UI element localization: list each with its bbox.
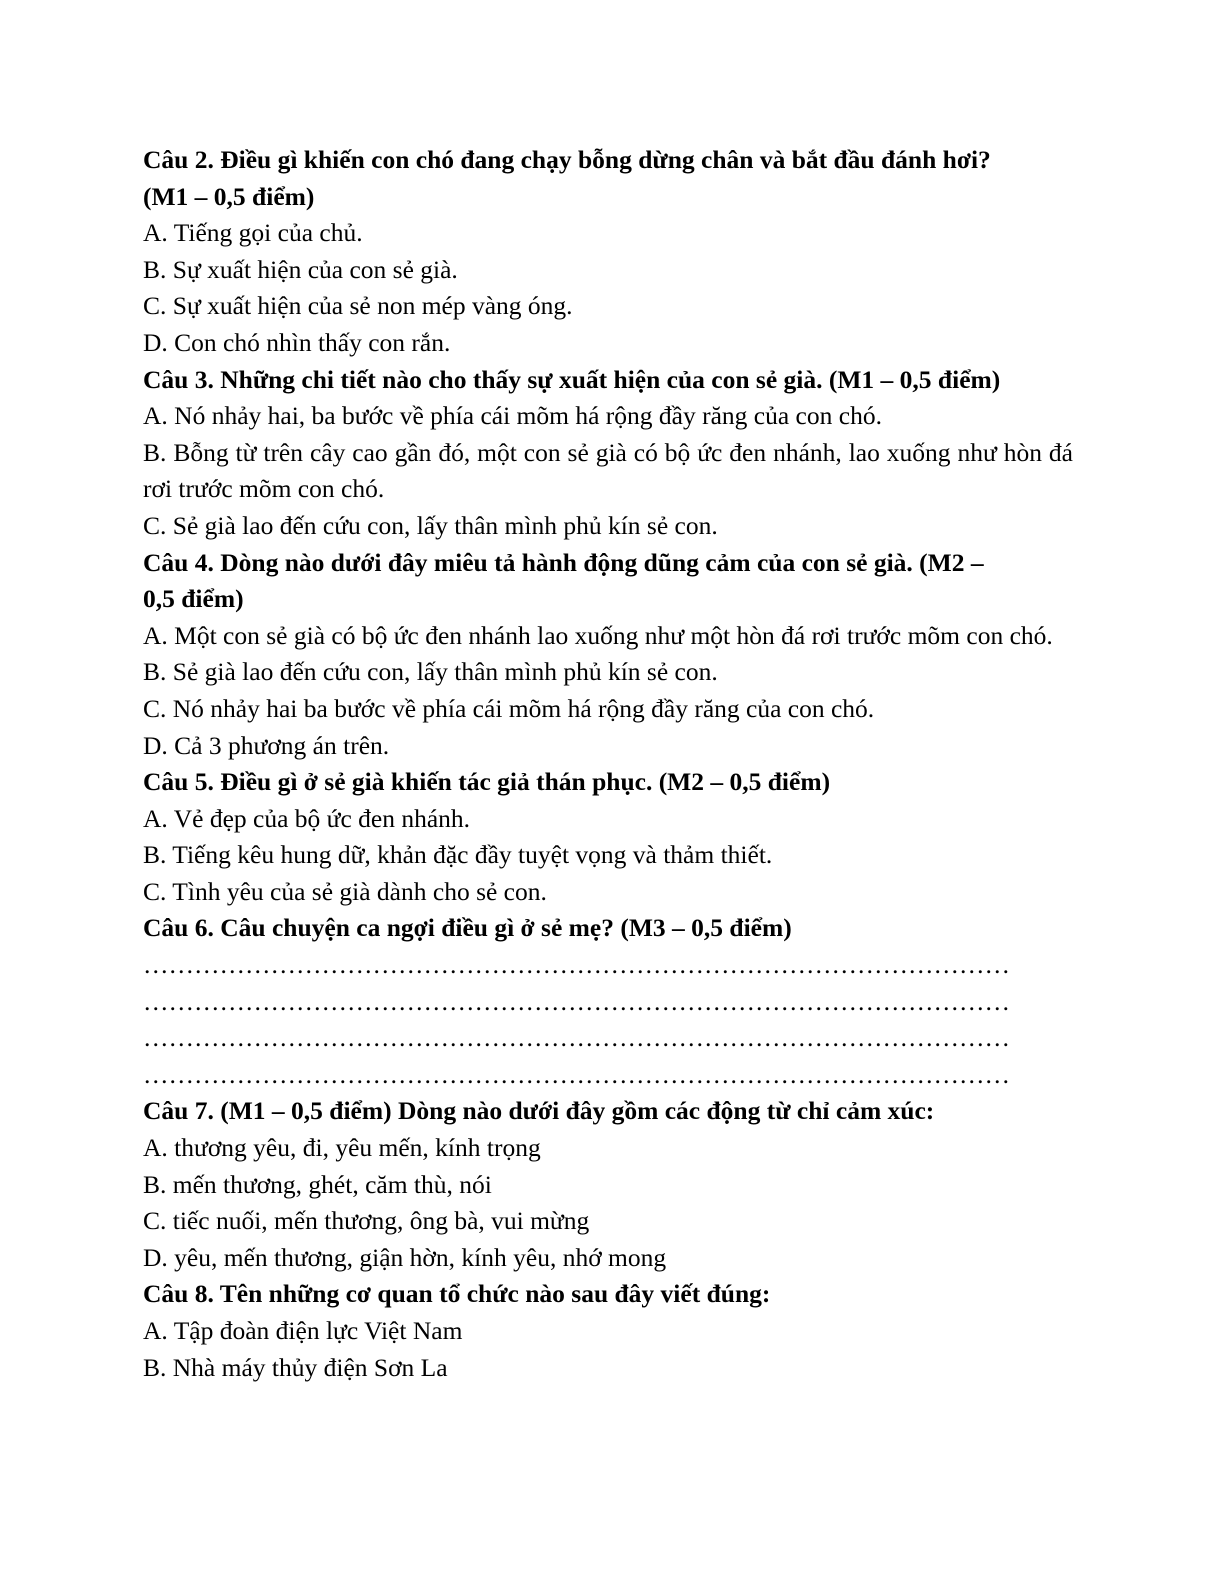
question-5 [143,764,1073,910]
question-7-option-a: A. thương yêu, đi, yêu mến, kính trọng [143,1133,541,1163]
question-2-heading: Câu 2. Điều gì khiến con chó đang chạy bỗng dừng chân và bắt đầu đánh hơi? [143,145,991,174]
answer-line-1[interactable]: ………………………………………………………………………………………… [143,950,1010,980]
question-5-option-c: C. Tình yêu của sẻ già dành cho sẻ con. [143,876,547,906]
question-2-option-c: C. Sự xuất hiện của sẻ non mép vàng óng. [143,291,573,321]
question-7 [143,1093,1073,1276]
question-8 [143,1276,1073,1386]
question-5-option-b: B. Tiếng kêu hung dữ, khản đặc đầy tuyệt vọng và thảm thiết. [143,840,773,870]
question-4 [143,545,1073,765]
question-3-option-b: B. Bỗng từ trên cây cao gần đó, một con sẻ già có bộ ức đen nhánh, lao xuống như hòn đá rơi trước mõm con chó. [143,437,1073,504]
question-3-option-c: C. Sẻ già lao đến cứu con, lấy thân mình phủ kín sẻ con. [143,510,718,540]
question-7-option-d: D. yêu, mến thương, giận hờn, kính yêu, nhớ mong [143,1242,667,1272]
answer-line-2[interactable]: ………………………………………………………………………………………… [143,986,1010,1016]
question-8-option-b: B. Nhà máy thủy điện Sơn La [143,1352,448,1382]
question-5-option-a: A. Vẻ đẹp của bộ ức đen nhánh. [143,803,471,833]
question-4-heading-cont: 0,5 điểm) [143,584,244,614]
question-4-heading: Câu 4. Dòng nào dưới đây miêu tả hành động dũng cảm của con sẻ già. (M2 – [143,547,984,577]
question-7-heading: Câu 7. (M1 – 0,5 điểm) Dòng nào dưới đây gồm các động từ chỉ cảm xúc: [143,1096,935,1126]
question-6 [143,910,1073,1093]
question-6-heading: Câu 6. Câu chuyện ca ngợi điều gì ở sẻ mẹ? (M3 – 0,5 điểm) [143,913,792,943]
question-2-option-b: B. Sự xuất hiện của con sẻ già. [143,254,458,284]
question-7-option-b: B. mến thương, ghét, căm thù, nói [143,1169,492,1199]
question-5-heading: Câu 5. Điều gì ở sẻ già khiến tác giả thán phục. (M2 – 0,5 điểm) [143,767,831,797]
question-4-option-a: A. Một con sẻ già có bộ ức đen nhánh lao xuống như một hòn đá rơi trước mõm con chó. [143,620,1053,650]
question-2 [143,142,1073,362]
question-3-option-a: A. Nó nhảy hai, ba bước về phía cái mõm há rộng đầy răng của con chó. [143,401,882,431]
question-3 [143,362,1073,545]
question-4-option-c: C. Nó nhảy hai ba bước về phía cái mõm há rộng đầy răng của con chó. [143,693,875,723]
question-4-option-b: B. Sẻ già lao đến cứu con, lấy thân mình phủ kín sẻ con. [143,657,718,687]
question-2-option-a: A. Tiếng gọi của chủ. [143,218,363,248]
question-3-heading: Câu 3. Những chi tiết nào cho thấy sự xuất hiện của con sẻ già. (M1 – 0,5 điểm) [143,364,1001,394]
question-2-heading-cont: (M1 – 0,5 điểm) [143,181,315,211]
answer-line-4[interactable]: ………………………………………………………………………………………… [143,1059,1010,1089]
question-2-option-d: D. Con chó nhìn thấy con rắn. [143,327,451,357]
question-4-option-d: D. Cả 3 phương án trên. [143,730,390,760]
question-8-heading: Câu 8. Tên những cơ quan tổ chức nào sau đây viết đúng: [143,1279,771,1309]
question-7-option-c: C. tiếc nuối, mến thương, ông bà, vui mừng [143,1206,590,1236]
question-8-option-a: A. Tập đoàn điện lực Việt Nam [143,1316,463,1345]
answer-line-3[interactable]: ………………………………………………………………………………………… [143,1023,1010,1053]
worksheet-page [143,142,1073,1386]
